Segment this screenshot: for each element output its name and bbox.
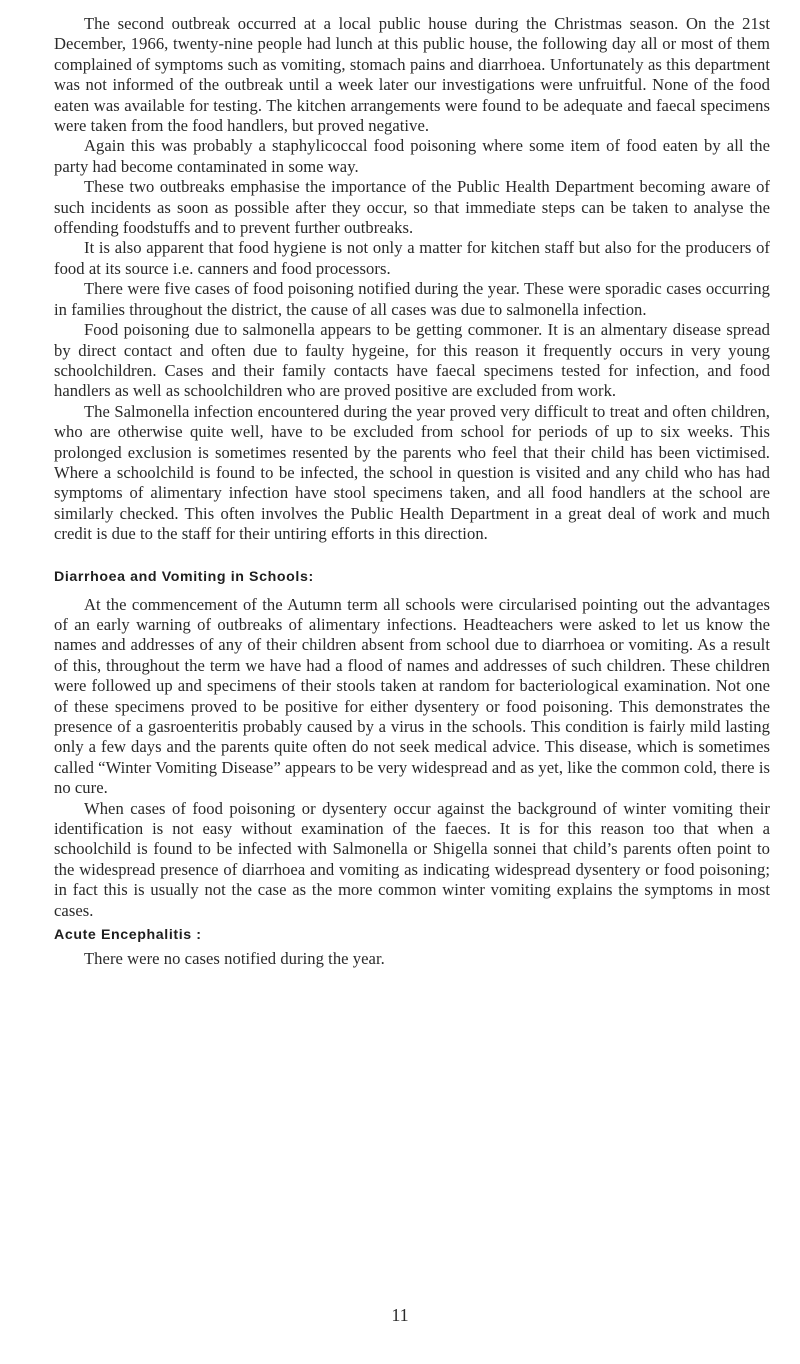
paragraph: There were five cases of food poisoning notified during the year. These were sporadic cases occurring in families throughout the district, the cause of all cases was due to salmonella infection. (54, 279, 770, 319)
paragraph: The second outbreak occurred at a local public house during the Christmas season. On the 21st December, 1966, twenty-nine people had lunch at this public house, the following day all or most of them complained of symptoms such as vomiting, stomach pains and diarrhoea. Unfortunately as this department was not informed of the outbreak until a week later our investigations were unfruitful. None of the food eaten was available for testing. The kitchen arrangements were found to be adequate and faecal specimens were taken from the food handlers, but proved negative. (54, 14, 770, 136)
section-heading: Acute Encephalitis : (54, 927, 202, 944)
paragraph: Again this was probably a staphylicoccal food poisoning where some item of food eaten by all the party had become contaminated in some way. (54, 136, 770, 176)
paragraph: It is also apparent that food hygiene is not only a matter for kitchen staff but also for the producers of food at its source i.e. canners and food processors. (54, 238, 770, 278)
section-diarrhoea-vomiting (54, 567, 770, 922)
document-page (54, 14, 770, 969)
paragraph: When cases of food poisoning or dysentery occur against the background of winter vomiting their identification is not easy without examination of the faeces. It is for this reason too that when a schoolchild is found to be infected with Salmonella or Shigella sonnei that child’s parents often point to the widespread presence of diarrhoea and vomiting as indicating widespread dysentery or food poisoning; in fact this is usually not the case as the more common winter vomiting explains the symptoms in most cases. (54, 798, 770, 920)
section-food-poisoning-outbreaks (54, 14, 770, 545)
section-heading: Diarrhoea and Vomiting in Schools: (54, 568, 314, 585)
page-number: 11 (391, 1305, 409, 1325)
paragraph: Food poisoning due to salmonella appears to be getting commoner. It is an almentary disease spread by direct contact and often due to faulty hygeine, for this reason it frequently occurs in very young schoolchildren. Cases and their family contacts have faecal specimens tested for infection, and food handlers as well as schoolchildren who are proved positive are excluded from work. (54, 320, 770, 401)
paragraph: The Salmonella infection encountered during the year proved very difficult to treat and often children, who are otherwise quite well, have to be excluded from school for periods of up to six weeks. This prolonged exclusion is sometimes resented by the parents who feel that their child has been victimised. Where a schoolchild is found to be infected, the school in question is visited and any child who has had symptoms of alimentary infection have stool specimens taken, and all food handlers at the school are similarly checked. This often involves the Public Health Department in a great deal of work and much credit is due to the staff for their untiring efforts in this direction. (54, 401, 770, 544)
paragraph: At the commencement of the Autumn term all schools were circularised pointing out the advantages of an early warning of outbreaks of alimentary infections. Headteachers were asked to let us know the names and addresses of any of their children absent from school due to diarrhoea or vomiting. As a result of this, throughout the term we have had a flood of names and addresses of such children. These children were followed up and specimens of their stools taken at random for bacteriological examination. Not one of these specimens proved to be positive for either dysentery or food poisoning. This demonstrates the presence of a gasroenteritis probably caused by a virus in the schools. This condition is fairly mild lasting only a few days and the parents quite often do not seek medical advice. This disease, which is sometimes called “Winter Vomiting Disease” appears to be very widespread and as yet, like the common cold, there is no cure. (54, 594, 770, 798)
paragraph: These two outbreaks emphasise the importance of the Public Health Department becoming aware of such incidents as soon as possible after they occur, so that immediate steps can be taken to analyse the offending foodstuffs and to prevent further outbreaks. (54, 177, 770, 238)
paragraph: There were no cases notified during the year. (84, 949, 385, 969)
section-acute-encephalitis (54, 925, 770, 969)
